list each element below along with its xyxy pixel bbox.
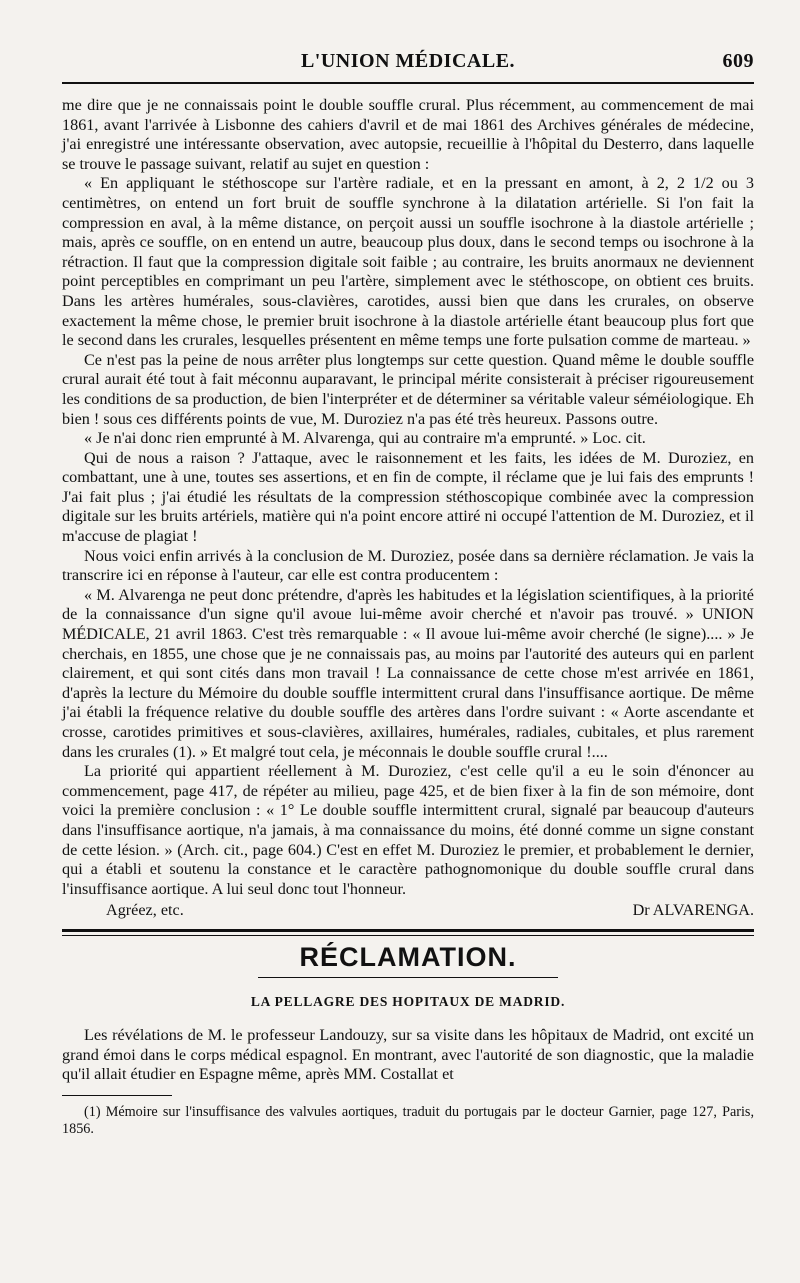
title-rule <box>258 977 558 978</box>
signature-line <box>62 901 754 921</box>
paragraph: « M. Alvarenga ne peut donc prétendre, d'après les habitudes et la législation scientifiques, à la priorité de la connaissance d'un signe qu'il avoue lui-même avoir cherché et n'avoir pas trouvé. » UNION MÉDICALE, 21 avril 1863. C'est très remarquable : « Il avoue lui-même avoir cherché (le signe).... » Je cherchais, en 1855, une chose que je ne connaissais pas, au moins par l'autorité des auteurs qui en parlent clairement, et qui sont cités dans mon travail ! La connaissance de cette chose m'est arrivée en 1861, d'après la lecture du Mémoire du double souffle intermittent crural dans l'insuffisance aortique. De même j'ai établi la fréquence relative du double souffle des artères dans l'ordre suivant : « Aorte ascendante et crosse, carotides primitives et sous-clavières, axillaires, humérales, radiales, cubitales, et plus rarement dans les crurales (1). » Et malgré tout cela, je méconnais le double souffle crural !.... <box>62 585 754 761</box>
section-title: RÉCLAMATION. <box>299 941 517 972</box>
paragraph: La priorité qui appartient réellement à M. Duroziez, c'est celle qu'il a eu le soin d'énoncer au commencement, page 417, de répéter au milieu, page 425, et de bien fixer à la fin de son mémoire, dont voici la première conclusion : « 1° Le double souffle intermittent crural, signalé par beaucoup d'auteurs dans l'insuffisance aortique, n'a jamais, à ma connaissance du moins, été donné comme un signe constant de cette lésion. » (Arch. cit., page 604.) C'est en effet M. Duroziez le premier, et probablement le dernier, qui a établi et soutenu la constance et le caractère pathognomonique du double souffle crural dans l'insuffisance aortique. A lui seul donc tout l'honneur. <box>62 762 754 898</box>
signature: Dr ALVARENGA. <box>632 901 754 920</box>
article-body <box>62 96 754 921</box>
paragraph: Les révélations de M. le professeur Landouzy, sur sa visite dans les hôpitaux de Madrid, ont excité un grand émoi dans le corps médical espagnol. En montrant, avec l'autorité de son diagnostic, que la maladie qu'il allait étudier en Espagne même, après MM. Costallat et <box>62 1025 754 1084</box>
paragraph: me dire que je ne connaissais point le double souffle crural. Plus récemment, au commencement de mai 1861, avant l'arrivée à Lisbonne des cahiers d'avril et de mai 1861 des Archives générales de médecine, j'ai enregistré une intéressante observation, avec autopsie, recueillie à l'hôpital du Desterro, dans laquelle se trouve le passage suivant, relatif au sujet en question : <box>62 96 754 173</box>
closing: Agréez, etc. <box>106 901 184 920</box>
section-divider <box>62 929 754 936</box>
footnote-text: (1) Mémoire sur l'insuffisance des valvules aortiques, traduit du portugais par le docteur Garnier, page 127, Paris, 1856. <box>62 1103 754 1137</box>
footnote-rule <box>62 1095 172 1096</box>
running-head <box>62 50 754 76</box>
paragraph: Ce n'est pas la peine de nous arrêter plus longtemps sur cette question. Quand même le double souffle crural aurait été tout à fait méconnu auparavant, le principal mérite consisterait à préciser rigoureusement les conditions de sa production, de bien l'interpréter et de déterminer sa véritable valeur séméiologique. Eh bien ! sous ces différents points de vue, M. Duroziez n'a pas été très heureux. Passons outre. <box>62 350 754 428</box>
paragraph: Qui de nous a raison ? J'attaque, avec le raisonnement et les faits, les idées de M. Duroziez, en combattant, une à une, toutes ses assertions, et en fin de compte, il réclame que je lui fais des emprunts ! J'ai fait plus ; j'ai étudié les résultats de la compression stéthoscopique combinée avec la compression digitale sur les bruits artériels, matière qui n'a point encore attiré ni occupé l'attention de M. Duroziez, et il m'accuse de plagiat ! <box>62 448 754 546</box>
page-number: 609 <box>722 50 754 72</box>
subsection-title: LA PELLAGRE DES HOPITAUX DE MADRID. <box>250 993 566 1009</box>
footnote <box>62 1104 754 1138</box>
running-title: L'UNION MÉDICALE. <box>300 50 516 72</box>
paragraph: Nous voici enfin arrivés à la conclusion de M. Duroziez, posée dans sa dernière réclamation. Je vais la transcrire ici en réponse à l'auteur, car elle est contra producentem : <box>62 546 754 585</box>
header-rule <box>62 82 754 84</box>
paragraph: « En appliquant le stéthoscope sur l'artère radiale, et en la pressant en amont, à 2, 2 1/2 ou 3 centimètres, on entend un fort bruit de souffle synchrone à la dilatation artérielle. Si l'on fait la compression en aval, à la même distance, on perçoit aussi un souffle isochrone à la diastole artérielle ; mais, après ce souffle, on en entend un autre, beaucoup plus doux, dans le second temps ou isochrone à la rétraction. Il faut que la compression digitale soit faible ; au contraire, les bruits anormaux ne deviennent point perceptibles en comprimant un peu l'artère, simplement avec le stéthoscope, on obtient ces bruits. Dans les artères humérales, sous-clavières, carotides, aussi bien que dans les crurales, on observe exactement la même chose, le premier bruit isochrone à la diastole artérielle étant beaucoup plus fort que le second dans les crurales, lesquelles présentent en même temps une forte pulsation comme de marteau. » <box>62 174 754 350</box>
reclamation-body <box>62 1026 754 1085</box>
paragraph: « Je n'ai donc rien emprunté à M. Alvarenga, qui au contraire m'a emprunté. » Loc. cit. <box>84 429 646 448</box>
